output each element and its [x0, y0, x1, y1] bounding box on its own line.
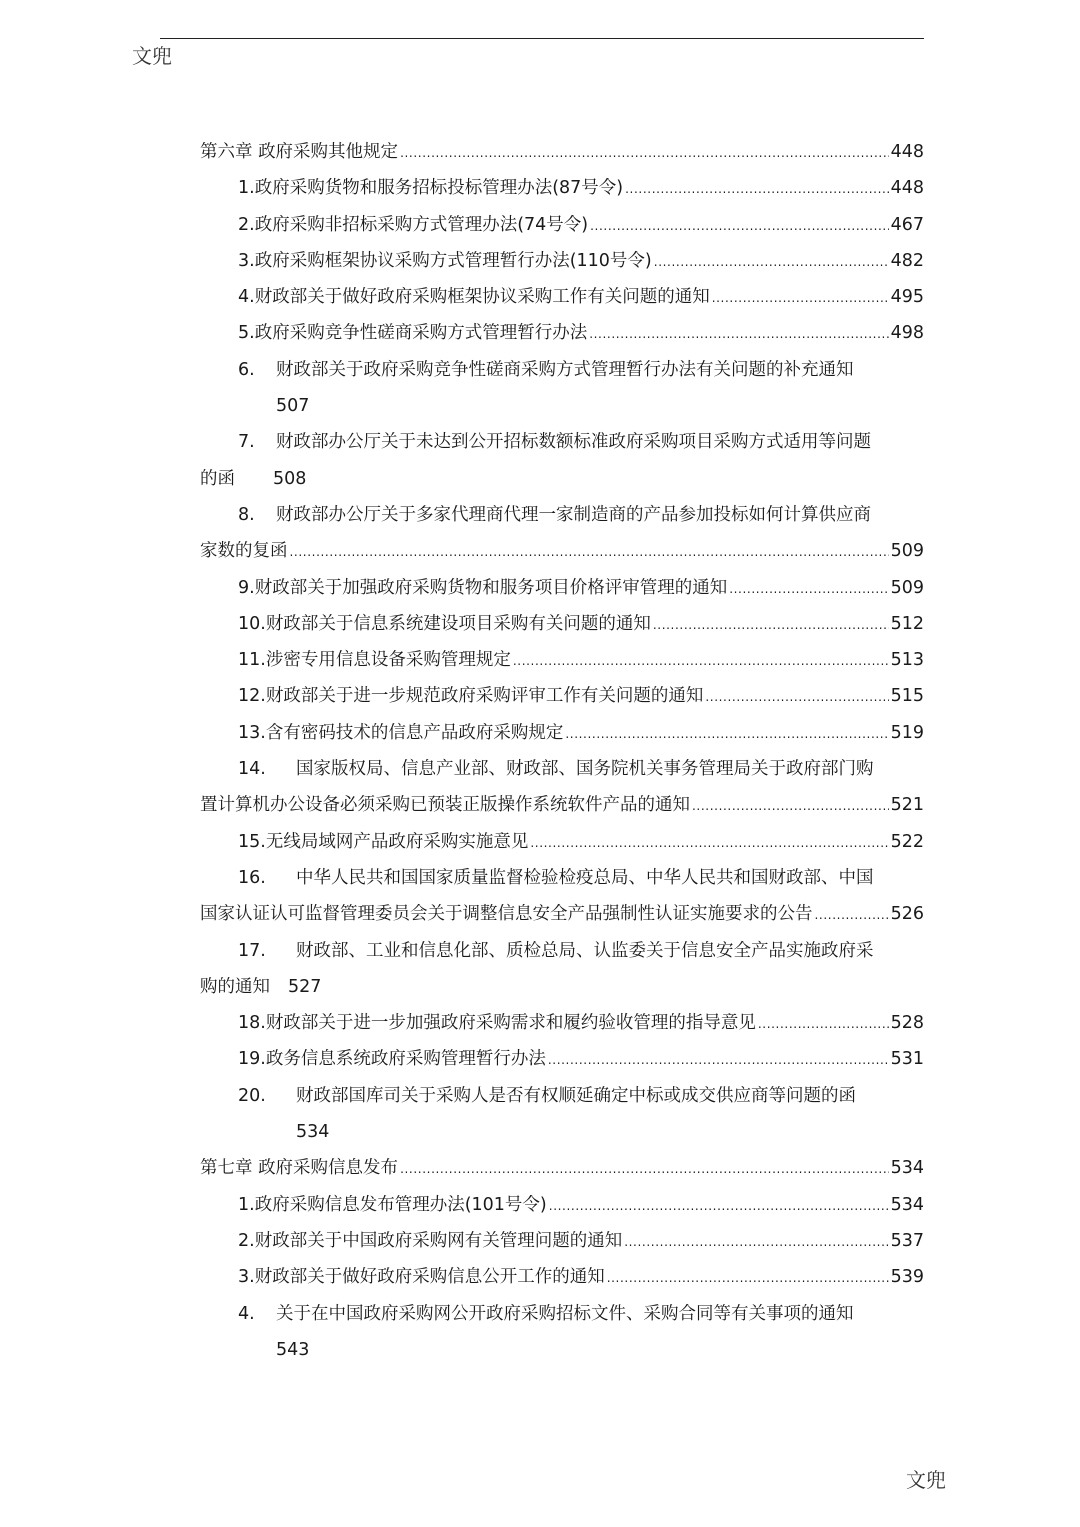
toc-entry[interactable]: 4. 关于在中国政府采购网公开政府采购招标文件、采购合同等有关事项的通知 — [238, 1303, 854, 1324]
toc-chapter-6[interactable] — [200, 134, 924, 170]
toc-entry[interactable]: 6. 财政部关于政府采购竞争性磋商采购方式管理暂行办法有关问题的补充通知 — [238, 359, 854, 380]
toc-entry-continuation[interactable]: 家数的复函 . . . 509 — [200, 533, 924, 569]
footer-text: 文兜 — [906, 1468, 946, 1492]
toc-entry[interactable]: 9. 财政部关于加强政府采购货物和服务项目价格评审管理的通知 . . . 509 — [200, 570, 924, 606]
toc-entry[interactable]: 1. 政府采购货物和服务招标投标管理办法(87号令) . . . 448 — [200, 170, 924, 206]
toc-entry[interactable]: 10. 财政部关于信息系统建设项目采购有关问题的通知 . . . 512 — [200, 606, 924, 642]
toc-entry[interactable]: 12. 财政部关于进一步规范政府采购评审工作有关问题的通知 . . . 515 — [200, 678, 924, 714]
toc-entry[interactable]: 7. 财政部办公厅关于未达到公开招标数额标准政府采购项目采购方式适用等问题 — [238, 432, 871, 453]
toc-entry[interactable]: 19. 政务信息系统政府采购管理暂行办法 . . . 531 — [200, 1041, 924, 1077]
toc-entry[interactable]: 20. 财政部国库司关于采购人是否有权顺延确定中标或成交供应商等问题的函 — [238, 1085, 856, 1106]
header-rule — [160, 38, 924, 39]
header-text: 文兜 — [132, 44, 172, 68]
toc-entry[interactable]: 3. 财政部关于做好政府采购信息公开工作的通知 . . . 539 — [200, 1259, 924, 1295]
toc-entry[interactable]: 3. 政府采购框架协议采购方式管理暂行办法(110号令) . . . 482 — [200, 243, 924, 279]
toc-entry-continuation[interactable]: 购的通知 527 — [200, 976, 322, 997]
toc-entry-page-line[interactable]: 534 — [296, 1122, 330, 1143]
toc-entry-page-line[interactable]: 507 — [276, 396, 310, 417]
toc-entry[interactable]: 18. 财政部关于进一步加强政府采购需求和履约验收管理的指导意见 . . . 528 — [200, 1005, 924, 1041]
toc-page: 534 — [890, 1158, 924, 1179]
toc-entry[interactable]: 13. 含有密码技术的信息产品政府采购规定 . . . 519 — [200, 715, 924, 751]
toc-title: 第七章 政府采购信息发布 — [200, 1158, 399, 1179]
toc-entry[interactable]: 14. 国家版权局、信息产业部、财政部、国务院机关事务管理局关于政府部门购 — [238, 759, 874, 780]
toc-entry[interactable]: 2. 政府采购非招标采购方式管理办法(74号令) . . . 467 — [200, 207, 924, 243]
toc-entry[interactable]: 5. 政府采购竞争性磋商采购方式管理暂行办法 . . . 498 — [200, 315, 924, 351]
toc-title: 第六章 政府采购其他规定 — [200, 142, 399, 162]
toc-entry-page-line[interactable]: 543 — [276, 1339, 310, 1360]
toc-entry[interactable]: 17. 财政部、工业和信息化部、质检总局、认监委关于信息安全产品实施政府采 — [238, 940, 874, 961]
toc-entry-continuation[interactable]: 置计算机办公设备必须采购已预装正版操作系统软件产品的通知 . . . 521 — [200, 787, 924, 823]
toc-entry[interactable]: 4. 财政部关于做好政府采购框架协议采购工作有关问题的通知 . . . 495 — [200, 279, 924, 315]
toc-chapter-7[interactable] — [200, 1150, 924, 1186]
toc-entry[interactable]: 8. 财政部办公厅关于多家代理商代理一家制造商的产品参加投标如何计算供应商 — [238, 504, 871, 525]
toc-entry[interactable]: 1. 政府采购信息发布管理办法(101号令) . . . 534 — [200, 1187, 924, 1223]
table-of-contents — [200, 134, 924, 1368]
toc-entry[interactable]: 16. 中华人民共和国国家质量监督检验检疫总局、中华人民共和国财政部、中国 — [238, 867, 874, 888]
toc-entry-continuation[interactable]: 的函 508 — [200, 468, 307, 489]
toc-entry[interactable]: 11. 涉密专用信息设备采购管理规定 . . . 513 — [200, 642, 924, 678]
toc-entry[interactable]: 2. 财政部关于中国政府采购网有关管理问题的通知 . . . 537 — [200, 1223, 924, 1259]
toc-entry[interactable]: 15. 无线局域网产品政府采购实施意见 . . . 522 — [200, 824, 924, 860]
toc-entry-continuation[interactable]: 国家认证认可监督管理委员会关于调整信息安全产品强制性认证实施要求的公告 . . . 526 — [200, 896, 924, 932]
toc-page: 448 — [890, 142, 924, 162]
